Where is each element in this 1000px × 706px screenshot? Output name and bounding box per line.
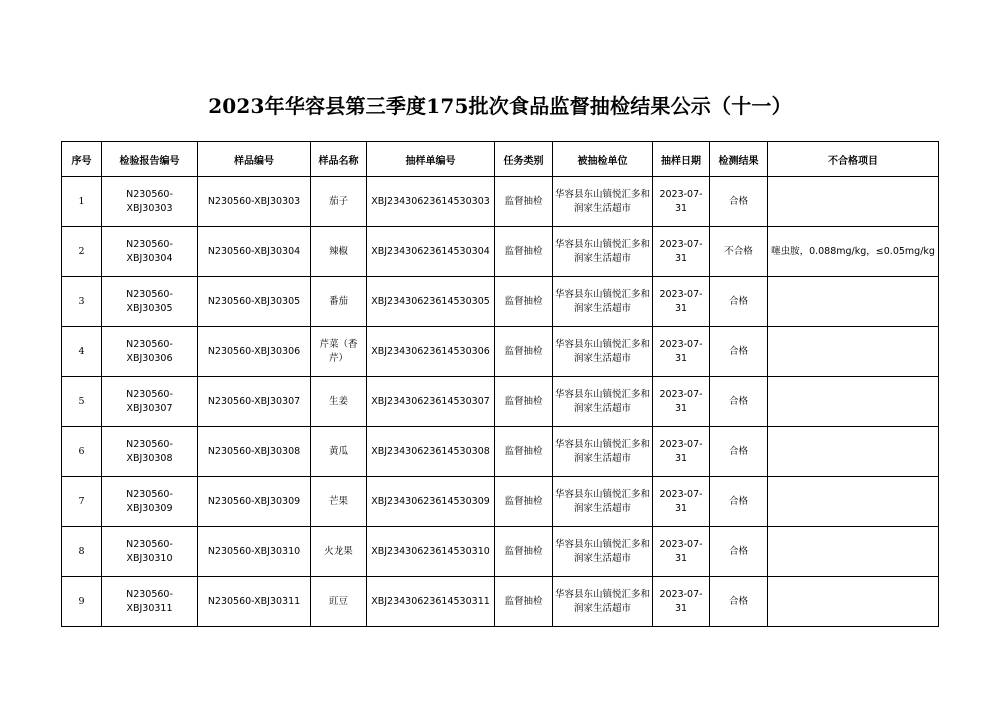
header-task-type: 任务类别 <box>495 142 553 177</box>
header-seq: 序号 <box>62 142 102 177</box>
header-report-no: 检验报告编号 <box>102 142 198 177</box>
header-sample-name: 样品名称 <box>311 142 367 177</box>
header-unit: 被抽检单位 <box>553 142 653 177</box>
row-result: 合格 <box>710 527 768 577</box>
row-seq: 2 <box>62 227 102 277</box>
row-seq: 7 <box>62 477 102 527</box>
row-task-type: 监督抽检 <box>495 277 553 327</box>
row-date: 2023-07-31 <box>653 527 710 577</box>
row-task-type: 监督抽检 <box>495 427 553 477</box>
table-row <box>62 227 939 277</box>
row-unit: 华容县东山镇悦汇多和润家生活超市 <box>553 477 653 527</box>
row-result: 合格 <box>710 477 768 527</box>
row-sampling-no: XBJ23430623614530303 <box>367 177 495 227</box>
inspection-results-table <box>61 141 939 627</box>
row-task-type: 监督抽检 <box>495 577 553 627</box>
row-seq: 1 <box>62 177 102 227</box>
row-report-no: N230560-XBJ30310 <box>102 527 198 577</box>
row-report-no: N230560-XBJ30304 <box>102 227 198 277</box>
row-task-type: 监督抽检 <box>495 377 553 427</box>
row-seq: 4 <box>62 327 102 377</box>
row-fail-item: 噻虫胺，0.088mg/kg，≤0.05mg/kg <box>768 227 939 277</box>
header-fail-item: 不合格项目 <box>768 142 939 177</box>
row-sampling-no: XBJ23430623614530308 <box>367 427 495 477</box>
row-date: 2023-07-31 <box>653 327 710 377</box>
row-report-no: N230560-XBJ30307 <box>102 377 198 427</box>
row-sample-no: N230560-XBJ30305 <box>198 277 311 327</box>
row-sample-name: 茄子 <box>311 177 367 227</box>
header-date: 抽样日期 <box>653 142 710 177</box>
row-report-no: N230560-XBJ30309 <box>102 477 198 527</box>
table-row <box>62 427 939 477</box>
row-unit: 华容县东山镇悦汇多和润家生活超市 <box>553 577 653 627</box>
row-sample-no: N230560-XBJ30303 <box>198 177 311 227</box>
table-row <box>62 477 939 527</box>
row-result: 合格 <box>710 177 768 227</box>
row-sample-name: 辣椒 <box>311 227 367 277</box>
row-sampling-no: XBJ23430623614530310 <box>367 527 495 577</box>
row-date: 2023-07-31 <box>653 427 710 477</box>
row-unit: 华容县东山镇悦汇多和润家生活超市 <box>553 277 653 327</box>
row-task-type: 监督抽检 <box>495 327 553 377</box>
row-unit: 华容县东山镇悦汇多和润家生活超市 <box>553 377 653 427</box>
row-sample-no: N230560-XBJ30310 <box>198 527 311 577</box>
table-row <box>62 177 939 227</box>
row-result: 合格 <box>710 577 768 627</box>
row-fail-item <box>768 477 939 527</box>
row-fail-item <box>768 277 939 327</box>
row-result: 不合格 <box>710 227 768 277</box>
row-sampling-no: XBJ23430623614530311 <box>367 577 495 627</box>
row-seq: 6 <box>62 427 102 477</box>
header-sample-no: 样品编号 <box>198 142 311 177</box>
row-seq: 9 <box>62 577 102 627</box>
row-sampling-no: XBJ23430623614530306 <box>367 327 495 377</box>
document-title: 2023年华容县第三季度175批次食品监督抽检结果公示（十一） <box>208 94 792 118</box>
row-unit: 华容县东山镇悦汇多和润家生活超市 <box>553 327 653 377</box>
row-fail-item <box>768 327 939 377</box>
row-fail-item <box>768 527 939 577</box>
row-sample-name: 火龙果 <box>311 527 367 577</box>
table-row <box>62 527 939 577</box>
table-row <box>62 377 939 427</box>
row-report-no: N230560-XBJ30305 <box>102 277 198 327</box>
row-report-no: N230560-XBJ30303 <box>102 177 198 227</box>
row-result: 合格 <box>710 277 768 327</box>
row-date: 2023-07-31 <box>653 577 710 627</box>
row-sample-no: N230560-XBJ30304 <box>198 227 311 277</box>
row-task-type: 监督抽检 <box>495 477 553 527</box>
row-fail-item <box>768 577 939 627</box>
row-result: 合格 <box>710 327 768 377</box>
table-row <box>62 327 939 377</box>
header-sampling-no: 抽样单编号 <box>367 142 495 177</box>
row-result: 合格 <box>710 427 768 477</box>
row-seq: 3 <box>62 277 102 327</box>
row-sample-no: N230560-XBJ30307 <box>198 377 311 427</box>
table-row <box>62 277 939 327</box>
row-sample-no: N230560-XBJ30308 <box>198 427 311 477</box>
table-header-row <box>62 142 939 177</box>
row-sampling-no: XBJ23430623614530309 <box>367 477 495 527</box>
row-sample-name: 生姜 <box>311 377 367 427</box>
row-date: 2023-07-31 <box>653 227 710 277</box>
row-task-type: 监督抽检 <box>495 527 553 577</box>
row-seq: 8 <box>62 527 102 577</box>
row-sample-no: N230560-XBJ30309 <box>198 477 311 527</box>
table-row <box>62 577 939 627</box>
row-date: 2023-07-31 <box>653 477 710 527</box>
row-report-no: N230560-XBJ30306 <box>102 327 198 377</box>
row-unit: 华容县东山镇悦汇多和润家生活超市 <box>553 177 653 227</box>
header-result: 检测结果 <box>710 142 768 177</box>
row-seq: 5 <box>62 377 102 427</box>
row-sample-no: N230560-XBJ30311 <box>198 577 311 627</box>
row-task-type: 监督抽检 <box>495 177 553 227</box>
row-fail-item <box>768 177 939 227</box>
row-fail-item <box>768 377 939 427</box>
row-sampling-no: XBJ23430623614530307 <box>367 377 495 427</box>
row-unit: 华容县东山镇悦汇多和润家生活超市 <box>553 527 653 577</box>
row-task-type: 监督抽检 <box>495 227 553 277</box>
row-fail-item <box>768 427 939 477</box>
row-result: 合格 <box>710 377 768 427</box>
row-unit: 华容县东山镇悦汇多和润家生活超市 <box>553 227 653 277</box>
row-sample-name: 豇豆 <box>311 577 367 627</box>
row-date: 2023-07-31 <box>653 177 710 227</box>
row-date: 2023-07-31 <box>653 277 710 327</box>
row-sample-name: 番茄 <box>311 277 367 327</box>
row-sample-name: 芹菜（香芹） <box>311 327 367 377</box>
row-report-no: N230560-XBJ30308 <box>102 427 198 477</box>
row-report-no: N230560-XBJ30311 <box>102 577 198 627</box>
row-unit: 华容县东山镇悦汇多和润家生活超市 <box>553 427 653 477</box>
row-date: 2023-07-31 <box>653 377 710 427</box>
row-sampling-no: XBJ23430623614530305 <box>367 277 495 327</box>
row-sample-name: 黄瓜 <box>311 427 367 477</box>
row-sample-no: N230560-XBJ30306 <box>198 327 311 377</box>
row-sample-name: 芒果 <box>311 477 367 527</box>
row-sampling-no: XBJ23430623614530304 <box>367 227 495 277</box>
